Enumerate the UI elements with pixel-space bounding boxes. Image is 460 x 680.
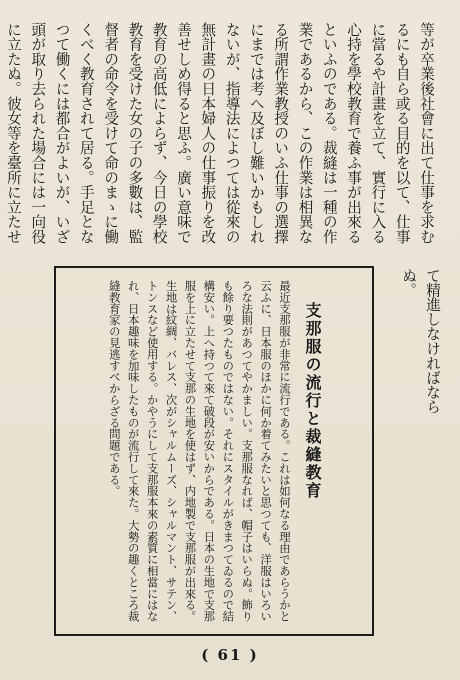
sidebar-article-box: [54, 266, 374, 636]
main-body-text: 等が卒業後社會に出て仕事を求むるにも自ら或る目的を以て、仕事に當るや計畫を立て、實行に入る心持を學校教育で養ふ事が出來るといふのである。裁縫は一種の作業であるから、この作業は相異なる所謂作業教授のいふ仕事の選擇にまでは考へ及ぼし難いかもしれないが、指導法によつては從來の無計畫の日本婦人の仕事振りを改善せしめ得ると思ふ。廣い意味で教育の高低によらず、今日の學校教育を受けた女の子の多數は、監督者の命令を受けて命のまゝに働くべく教育されて居る。手足となつて働くには都合がよいが、いざ頭が取り去られた場合には一向役に立たぬ。彼女等を臺所に立たせ: [4, 22, 435, 244]
sidebar-article-title: 支那服の流行と裁縫教育: [303, 302, 322, 500]
sidebar-article-body: 最近支那服が非常に流行である。これは如何なる理由であらうかと云ふに、日本服のほかに何か着てみたいと思つても、洋服はいろいろな法則があつてやかましい。支那服なれば、帽子はいらぬ。飾りも餘り要つたものではない。それにスタイルがきまつてゐるので結構安い。上へ持つて來て破段が安いからである。日本の生地で支那服を上に立たせて支那の生地を使はず、内地製で支那服が出來る。生地は紋綢、バレス、次がシャルムーズ、シャルマント、サテン、トンスなど使用する。かやうにして支那服本來の素質に相當にはなれ、日本趣味を加味したものが流行して來た。大勢の趣くところ裁縫教育家の見逃すべからざる問題である。: [107, 280, 292, 622]
body-text-continuation: て精進しなければならぬ。: [400, 268, 441, 414]
page-number: ( 61 ): [201, 646, 259, 664]
